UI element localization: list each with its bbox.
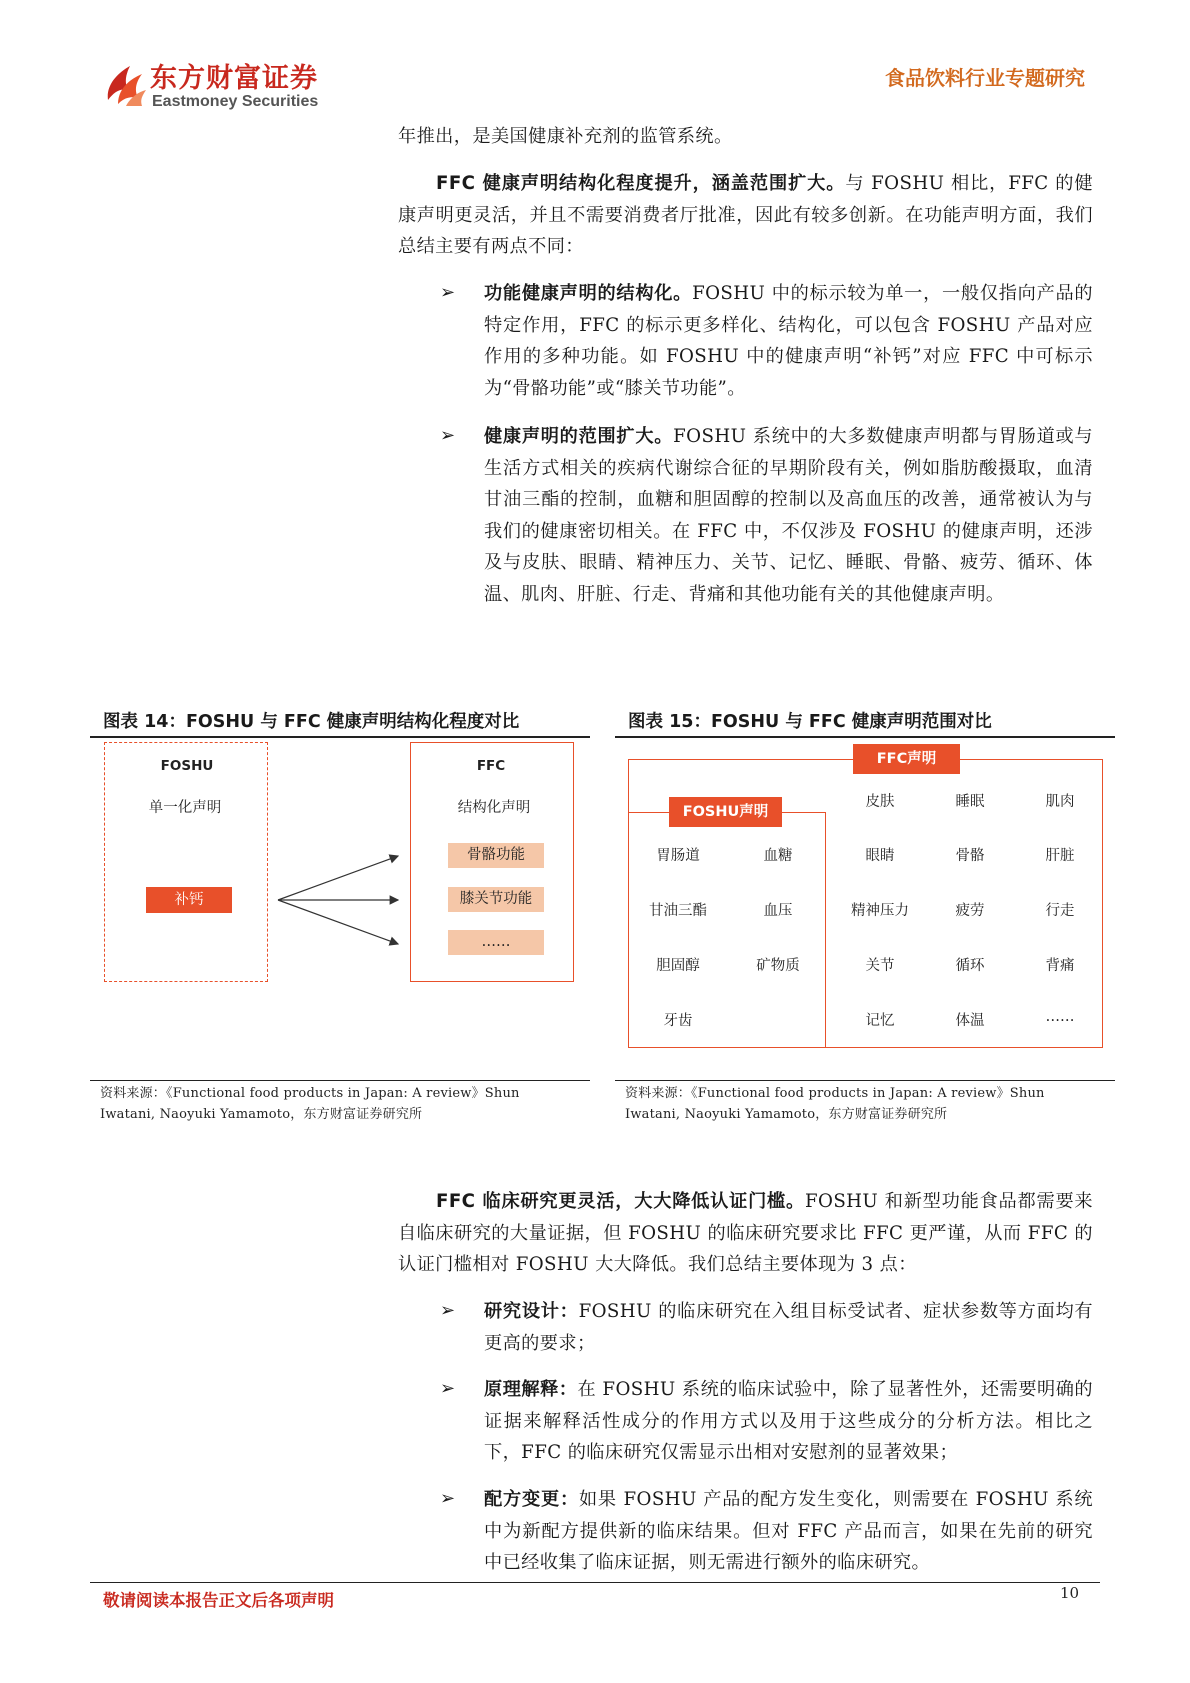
ffc-claim-item: 精神压力 xyxy=(851,903,909,919)
bullet-arrow-icon: ➢ xyxy=(440,1378,456,1399)
figure-15-top-rule xyxy=(615,736,1115,738)
ffc-claim-item: 行走 xyxy=(1045,903,1075,919)
bullet-text: 如果 FOSHU 产品的配方发生变化，则需要在 FOSHU 系统中为新配方提供新的临床结果。但对 FFC 产品而言，如果在先前的研究中已经收集了临床证据，则无需进行额外的临床研究。 xyxy=(484,1489,1093,1573)
bullet-text: 在 FOSHU 系统的临床试验中，除了显著性外，还需要明确的证据来解释活性成分的作用方式以及用于这些成分的分析方法。相比之下，FFC 的临床研究仅需显示出相对安慰剂的显著效果； xyxy=(484,1379,1093,1463)
bullet-item xyxy=(484,1296,1093,1359)
paragraph-lead: FFC 临床研究更灵活，大大降低认证门槛。 xyxy=(436,1191,805,1212)
bullet-arrow-icon: ➢ xyxy=(440,282,456,303)
report-type: 食品饮料行业专题研究 xyxy=(885,66,1085,90)
foshu-claim-item: 甘油三酯 xyxy=(649,903,707,919)
ffc-claim-item: 体温 xyxy=(955,1013,985,1029)
foshu-claim-item: 血糖 xyxy=(763,848,793,864)
figure-14-source: 资料来源：《Functional food products in Japan: A review》Shun Iwatani, Naoyuki Yamamoto，东方财富证券研究所 xyxy=(100,1086,520,1122)
paragraph-continuation xyxy=(398,121,1093,153)
ffc-claim-item: 肌肉 xyxy=(1045,794,1075,810)
figure-15-title: 图表 15：FOSHU 与 FFC 健康声明范围对比 xyxy=(628,712,992,732)
logo-text-cn: 东方财富证券 xyxy=(150,63,318,94)
foshu-claim-item: 胆固醇 xyxy=(656,958,700,974)
ffc-claim-item: 背痛 xyxy=(1045,958,1075,974)
calcium-claim-tag: 补钙 xyxy=(146,887,232,913)
ffc-box-subtitle: 结构化声明 xyxy=(457,800,531,816)
bullet-text: FOSHU 的临床研究在入组目标受试者、症状参数等方面均有更高的要求； xyxy=(484,1301,1093,1354)
ffc-claim-tag: 膝关节功能 xyxy=(448,887,544,912)
footer-disclaimer: 敬请阅读本报告正文后各项声明 xyxy=(103,1591,334,1610)
bullet-item xyxy=(484,421,1093,610)
foshu-box-subtitle: 单一化声明 xyxy=(148,800,222,816)
ffc-claim-item: 皮肤 xyxy=(865,794,895,810)
ffc-claim-tag: 骨骼功能 xyxy=(448,843,544,868)
page-number: 10 xyxy=(1060,1584,1080,1602)
foshu-claim-item: 血压 xyxy=(763,903,793,919)
ffc-claim-item: 眼睛 xyxy=(865,848,895,864)
bullet-lead: 健康声明的范围扩大。 xyxy=(484,426,674,447)
ffc-claim-item: 记忆 xyxy=(865,1013,895,1029)
figure-14-bottom-rule xyxy=(90,1080,590,1081)
ffc-claim-tag: …… xyxy=(448,930,544,955)
paragraph-text: FOSHU 和新型功能食品都需要来自临床研究的大量证据，但 FOSHU 的临床研究要求比 FFC 更严谨，从而 FFC 的认证门槛相对 FOSHU 大大降低。我们总结主要体现为 3 点： xyxy=(398,1191,1093,1275)
paragraph-text: 年推出，是美国健康补充剂的监管系统。 xyxy=(398,126,733,147)
bullet-text: FOSHU 系统中的大多数健康声明都与胃肠道或与生活方式相关的疾病代谢综合征的早期阶段有关，例如脂肪酸摄取，血清甘油三酯的控制，血糖和胆固醇的控制以及高血压的改善，通常被认为与我们的健康密切相关。在 FFC 中，不仅涉及 FOSHU 的健康声明，还涉及与皮肤、眼睛、精神压力、关节、记忆、睡眠、骨骼、疲劳、循环、体温、肌肉、肝脏、行走、背痛和其他功能有关的其他健康声明。 xyxy=(484,426,1093,605)
bullet-item xyxy=(484,278,1093,404)
bullet-lead: 功能健康声明的结构化。 xyxy=(484,283,693,304)
bullet-lead: 配方变更： xyxy=(484,1489,579,1510)
paragraph-clinical-research xyxy=(398,1186,1093,1281)
ffc-claim-item: 骨骼 xyxy=(955,848,985,864)
ffc-claim-item: …… xyxy=(1045,1009,1075,1025)
figure-14-title: 图表 14：FOSHU 与 FFC 健康声明结构化程度对比 xyxy=(103,712,520,732)
ffc-scope-label: FFC声明 xyxy=(853,744,960,774)
bullet-arrow-icon: ➢ xyxy=(440,1300,456,1321)
footer-rule xyxy=(90,1582,1100,1583)
foshu-claim-item: 矿物质 xyxy=(756,958,800,974)
bullet-arrow-icon: ➢ xyxy=(440,425,456,446)
logo-flame-icon xyxy=(100,56,150,108)
paragraph-lead: FFC 健康声明结构化程度提升，涵盖范围扩大。 xyxy=(436,173,846,194)
ffc-box-title: FFC xyxy=(476,758,506,774)
figure-14-top-rule xyxy=(90,736,590,738)
bullet-item xyxy=(484,1374,1093,1469)
figure-15-bottom-rule xyxy=(615,1080,1115,1081)
foshu-claim-item: 牙齿 xyxy=(663,1013,693,1029)
bullet-item xyxy=(484,1484,1093,1579)
foshu-scope-label: FOSHU声明 xyxy=(669,797,782,827)
relation-arrows-icon xyxy=(270,840,410,950)
ffc-claim-item: 睡眠 xyxy=(955,794,985,810)
ffc-claim-item: 肝脏 xyxy=(1045,848,1075,864)
paragraph-ffc-claims xyxy=(398,168,1093,263)
foshu-box-title: FOSHU xyxy=(160,758,214,774)
paragraph-text: 与 FOSHU 相比，FFC 的健康声明更灵活，并且不需要消费者厅批准，因此有较多创新。在功能声明方面，我们总结主要有两点不同： xyxy=(398,173,1093,257)
bullet-text: FOSHU 中的标示较为单一，一般仅指向产品的特定作用，FFC 的标示更多样化、结构化，可以包含 FOSHU 产品对应作用的多种功能。如 FOSHU 中的健康声明“补钙”对应 FFC 中可标示为“骨骼功能”或“膝关节功能”。 xyxy=(484,283,1093,399)
foshu-dashed-box xyxy=(104,742,268,982)
logo-text-en: Eastmoney Securities xyxy=(152,93,319,110)
bullet-arrow-icon: ➢ xyxy=(440,1488,456,1509)
foshu-claim-item: 胃肠道 xyxy=(656,848,700,864)
ffc-claim-item: 关节 xyxy=(865,958,895,974)
bullet-lead: 原理解释： xyxy=(484,1379,578,1400)
figure-15-source: 资料来源：《Functional food products in Japan: A review》Shun Iwatani, Naoyuki Yamamoto，东方财富证券研究所 xyxy=(625,1086,1045,1122)
ffc-claim-item: 循环 xyxy=(955,958,985,974)
ffc-claim-item: 疲劳 xyxy=(955,903,985,919)
bullet-lead: 研究设计： xyxy=(484,1301,579,1322)
